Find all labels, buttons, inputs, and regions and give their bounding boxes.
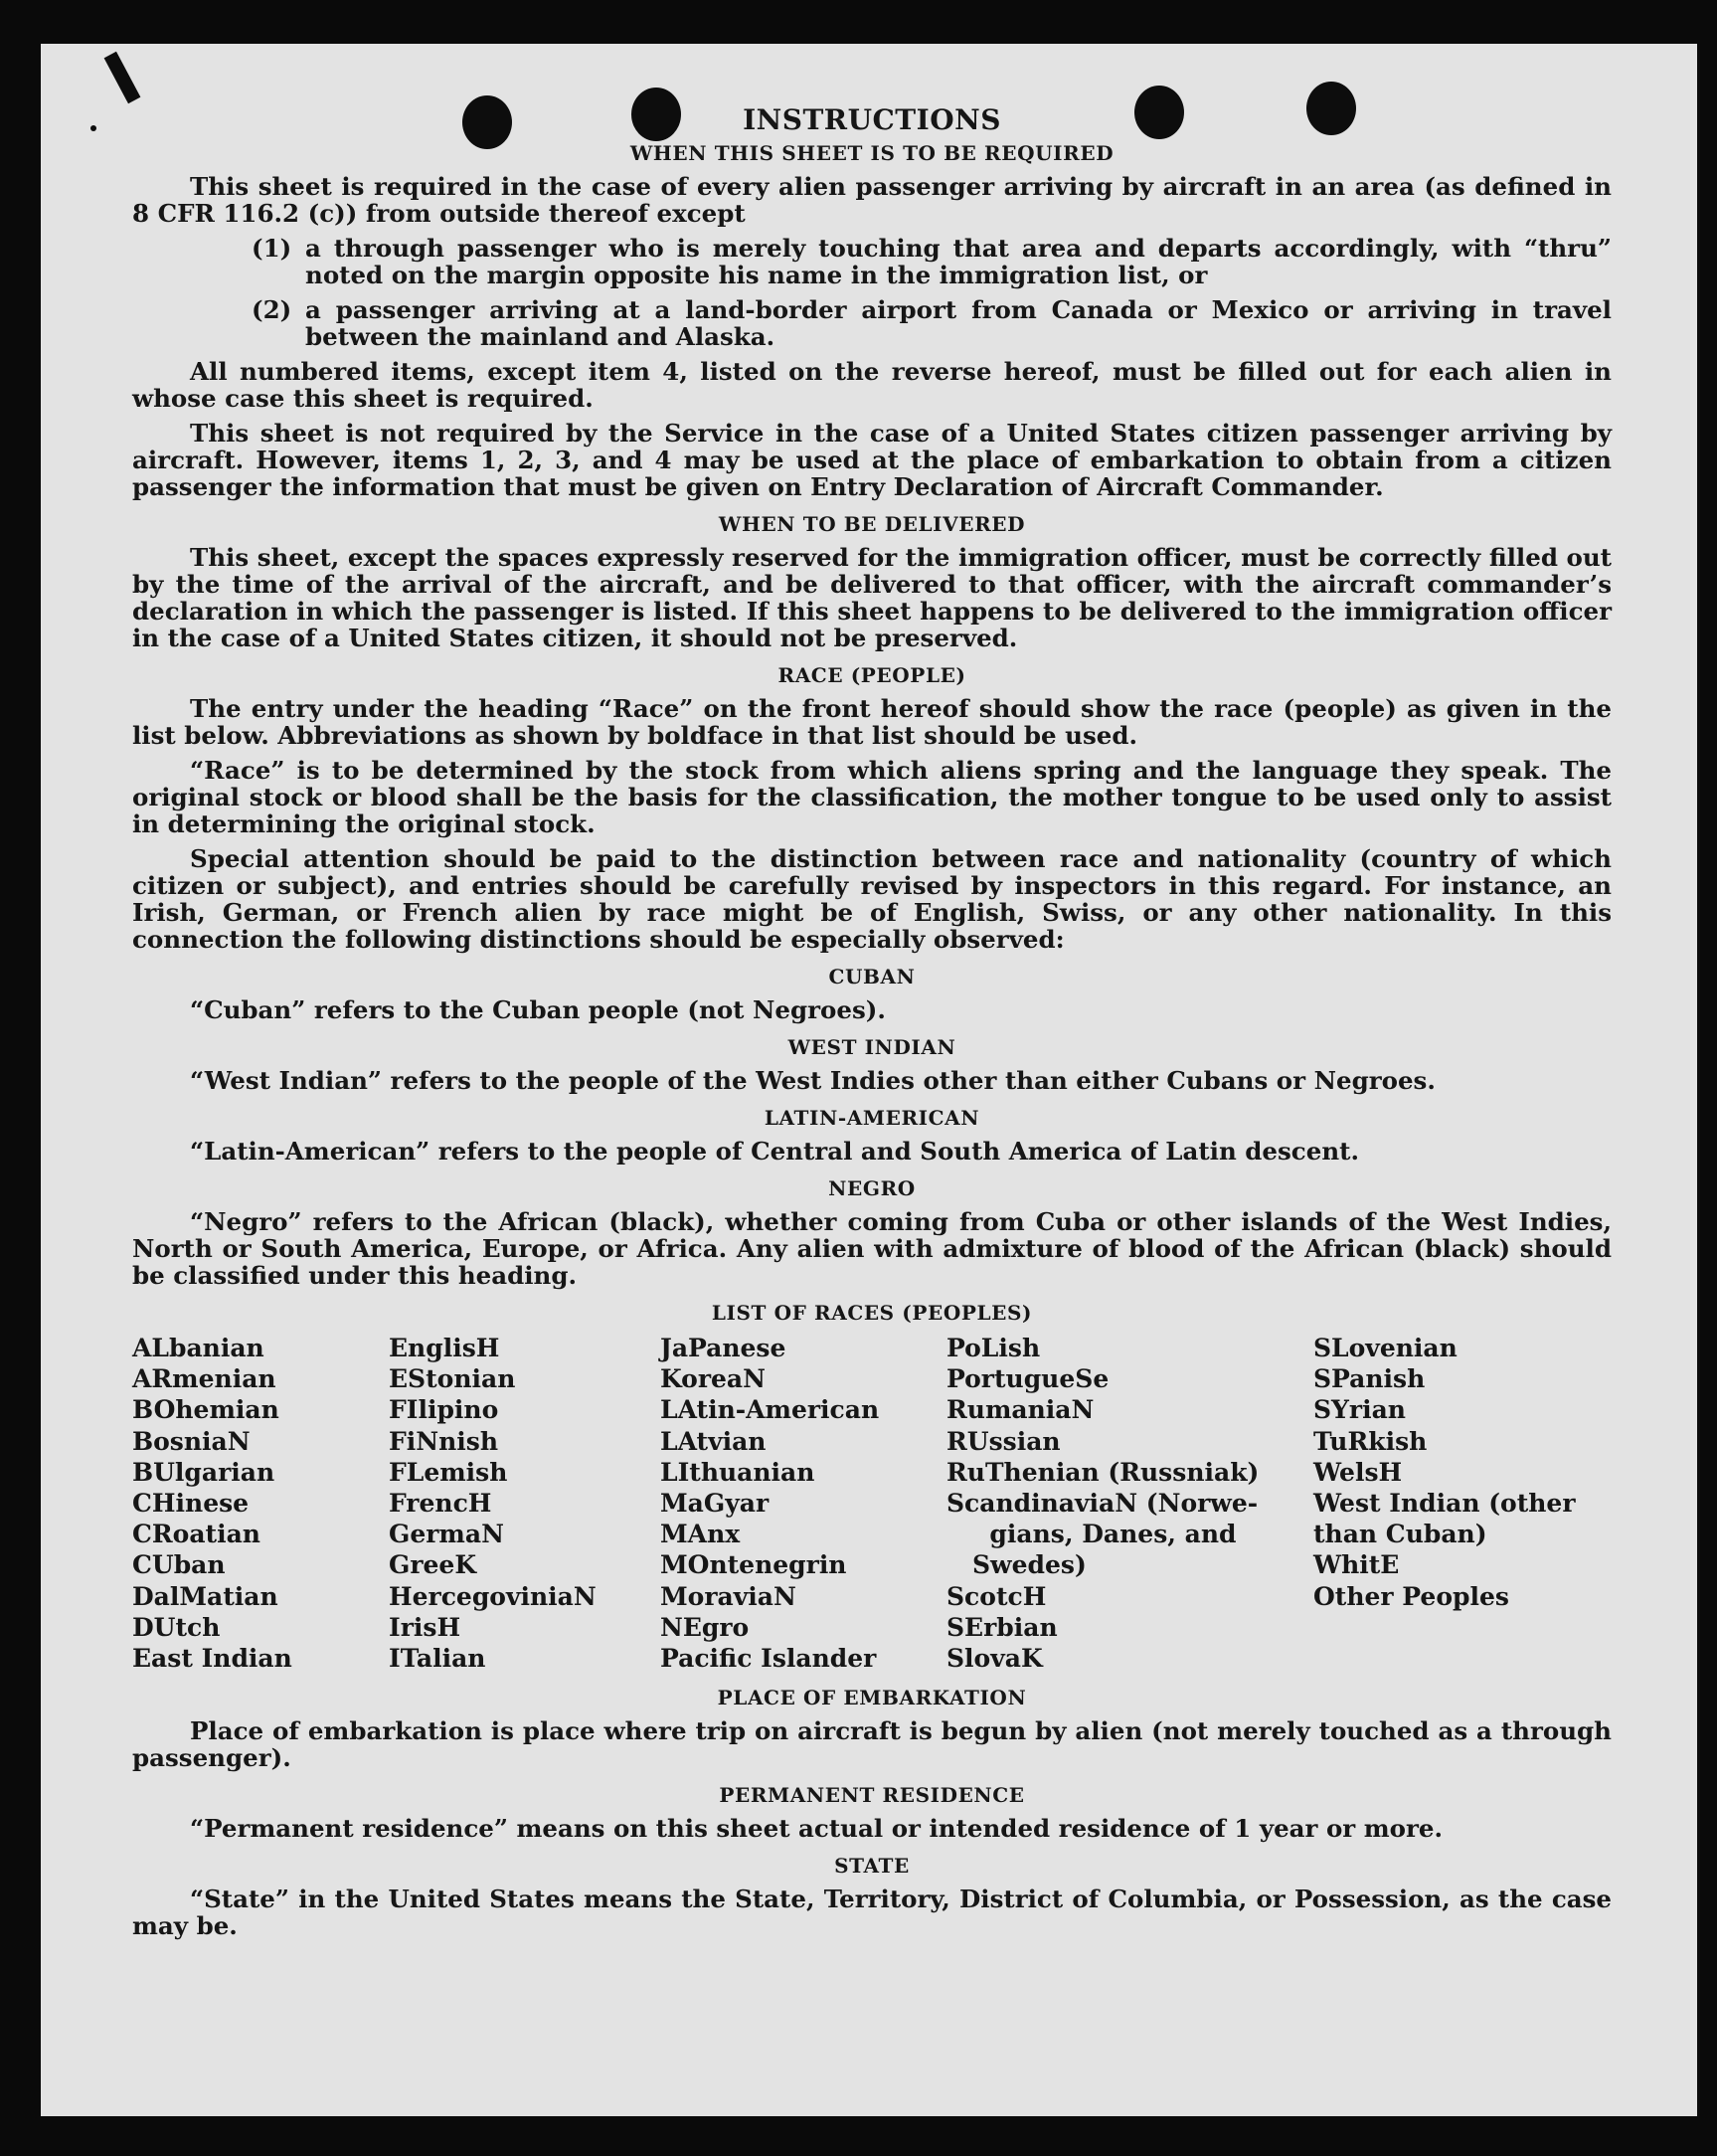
definition-west-indian: “West Indian” refers to the people of the West Indies other than either Cubans or Negroes. <box>190 1066 1436 1095</box>
race-entry: FrencH <box>389 1489 492 1519</box>
race-entry: WhitE <box>1313 1550 1400 1580</box>
paragraph-race-1: The entry under the heading “Race” on the front hereof should show the race (people) as given in the list below. Abbreviations as shown by boldface in that list should be used. <box>132 694 1612 750</box>
paragraph-required: This sheet is required in the case of every alien passenger arriving by aircraft in an area (as defined in 8 CFR 116.2 (c)) from outside thereof except <box>132 172 1612 228</box>
race-list <box>132 1333 1612 1674</box>
document-sheet <box>41 44 1697 2116</box>
race-entry: Swedes) <box>972 1550 1087 1580</box>
race-entry: gians, Danes, and <box>972 1520 1237 1549</box>
definition-latin-american: “Latin-American” refers to the people of Central and South America of Latin descent. <box>190 1137 1359 1166</box>
race-entry: MaGyar <box>660 1489 770 1519</box>
race-entry: SErbian <box>946 1612 1058 1642</box>
paragraph-citizen: This sheet is not required by the Service in the case of a United States citizen passenger arriving by aircraft. However, items 1, 2, 3, and 4 may be used at the place of embarkation to obtain from a citizen passenger the information that must be given on Entry Declaration of Aircraft Commander. <box>132 419 1612 501</box>
heading-embarkation: PLACE OF EMBARKATION <box>717 1686 1027 1710</box>
heading-race: RACE (PEOPLE) <box>777 663 966 687</box>
race-column <box>660 1333 946 1674</box>
race-entry: IrisH <box>389 1612 461 1642</box>
race-entry: EnglisH <box>389 1334 500 1362</box>
race-entry: CHinese <box>132 1489 250 1519</box>
race-entry: West Indian (other <box>1313 1489 1576 1519</box>
paragraph-numbered-items: All numbered items, except item 4, listed on the reverse hereof, must be filled out for each alien in whose case this sheet is required. <box>132 357 1612 413</box>
race-entry: CUban <box>132 1550 226 1580</box>
paragraph-delivered: This sheet, except the spaces expressly reserved for the immigration officer, must be correctly filled out by the time of the arrival of the aircraft, and be delivered to that officer, with the aircraft commander’s declaration in which the passenger is listed. If this sheet happens to be delivered to the immigration officer in the case of a United States citizen, it should not be preserved. <box>132 543 1612 652</box>
definition-permanent-residence: “Permanent residence” means on this sheet actual or intended residence of 1 year or more. <box>190 1814 1444 1844</box>
heading-latin-american: LATIN-AMERICAN <box>764 1106 980 1130</box>
race-entry: JaPanese <box>660 1334 786 1362</box>
race-entry: BosniaN <box>132 1426 251 1456</box>
race-entry: ScandinaviaN (Norwe- <box>946 1489 1259 1519</box>
heading-permanent-residence: PERMANENT RESIDENCE <box>719 1783 1025 1808</box>
definition-embarkation: Place of embarkation is place where trip on aircraft is begun by alien (not merely touched as a through passenger). <box>132 1716 1612 1773</box>
race-entry: DalMatian <box>132 1581 278 1611</box>
page-title: INSTRUCTIONS <box>743 103 1001 136</box>
definition-state: “State” in the United States means the State, Territory, District of Columbia, or Possession, as the case may be. <box>132 1885 1612 1941</box>
race-entry: GreeK <box>389 1550 477 1580</box>
exception-list <box>132 235 1612 350</box>
race-entry: SPanish <box>1313 1364 1426 1394</box>
scan-mark <box>104 52 141 103</box>
race-entry: MoraviaN <box>660 1581 796 1611</box>
race-entry: SLovenian <box>1313 1334 1458 1362</box>
scan-mark <box>90 125 96 131</box>
heading-list-of-races: LIST OF RACES (PEOPLES) <box>711 1301 1033 1325</box>
race-entry: EStonian <box>389 1364 516 1394</box>
race-entry: PortugueSe <box>946 1364 1110 1394</box>
race-entry: FIlipino <box>389 1395 499 1425</box>
definition-cuban: “Cuban” refers to the Cuban people (not Negroes). <box>190 995 886 1024</box>
race-entry: CRoatian <box>132 1520 260 1549</box>
race-entry: than Cuban) <box>1313 1520 1487 1549</box>
race-entry: GermaN <box>389 1520 504 1549</box>
race-entry: RuThenian (Russniak) <box>946 1457 1260 1487</box>
race-entry: ScotcH <box>946 1581 1047 1611</box>
definition-negro: “Negro” refers to the African (black), whether coming from Cuba or other islands of the West Indies, North or South America, Europe, or Africa. Any alien with admixture of blood of the African (black) should be classified under this heading. <box>132 1207 1612 1290</box>
race-entry: PoLish <box>946 1334 1041 1362</box>
race-column <box>132 1333 389 1674</box>
race-entry: FiNnish <box>389 1426 499 1456</box>
race-entry: ALbanian <box>132 1334 264 1362</box>
race-entry: HercegoviniaN <box>389 1581 597 1611</box>
heading-when-required: WHEN THIS SHEET IS TO BE REQUIRED <box>629 141 1115 165</box>
race-entry: LIthuanian <box>660 1457 815 1487</box>
race-entry: RUssian <box>946 1426 1061 1456</box>
race-entry: DUtch <box>132 1612 221 1642</box>
race-column <box>389 1333 660 1674</box>
race-entry: LAtvian <box>660 1426 767 1456</box>
exception-text: a passenger arriving at a land-border airport from Canada or Mexico or arriving in travel between the mainland and Alaska. <box>305 295 1612 351</box>
race-entry: SlovaK <box>946 1644 1043 1674</box>
race-entry: ARmenian <box>132 1364 276 1394</box>
exception-number: (1) <box>252 234 292 263</box>
race-entry: TuRkish <box>1313 1426 1428 1456</box>
race-entry: MAnx <box>660 1520 741 1549</box>
race-entry: ITalian <box>389 1644 486 1674</box>
exception-number: (2) <box>252 295 292 324</box>
race-entry: WelsH <box>1313 1457 1403 1487</box>
exception-item <box>252 296 1612 350</box>
race-column <box>946 1333 1313 1674</box>
race-entry: BOhemian <box>132 1395 279 1425</box>
heading-west-indian: WEST INDIAN <box>787 1035 956 1059</box>
heading-negro: NEGRO <box>828 1176 916 1200</box>
race-entry: Other Peoples <box>1313 1581 1509 1611</box>
race-entry: BUlgarian <box>132 1457 275 1487</box>
heading-when-delivered: WHEN TO BE DELIVERED <box>718 512 1026 536</box>
race-entry: LAtin-American <box>660 1395 880 1425</box>
race-entry: NEgro <box>660 1612 750 1642</box>
paragraph-race-3: Special attention should be paid to the distinction between race and nationality (country of which citizen or subject), and entries should be carefully revised by inspectors in this regard. For instance, an Irish, German, or French alien by race might be of English, Swiss, or any other nationality. In this connection the following distinctions should be especially observed: <box>132 844 1612 954</box>
race-entry: RumaniaN <box>946 1395 1095 1425</box>
race-entry: East Indian <box>132 1644 292 1674</box>
race-column <box>1313 1333 1602 1674</box>
race-entry: FLemish <box>389 1457 508 1487</box>
paragraph-race-2: “Race” is to be determined by the stock from which aliens spring and the language they speak. The original stock or blood shall be the basis for the classification, the mother tongue to be used only to assist in determining the original stock. <box>132 756 1612 838</box>
exception-item <box>252 235 1612 288</box>
exception-text: a through passenger who is merely touching that area and departs accordingly, with “thru” noted on the margin opposite his name in the immigration list, or <box>305 234 1612 289</box>
heading-state: STATE <box>834 1854 910 1879</box>
instructions-content <box>132 103 1612 1947</box>
race-entry: Pacific Islander <box>660 1644 877 1674</box>
heading-cuban: CUBAN <box>828 965 916 988</box>
race-entry: KoreaN <box>660 1364 766 1394</box>
race-entry: MOntenegrin <box>660 1550 847 1580</box>
race-entry: SYrian <box>1313 1395 1406 1425</box>
